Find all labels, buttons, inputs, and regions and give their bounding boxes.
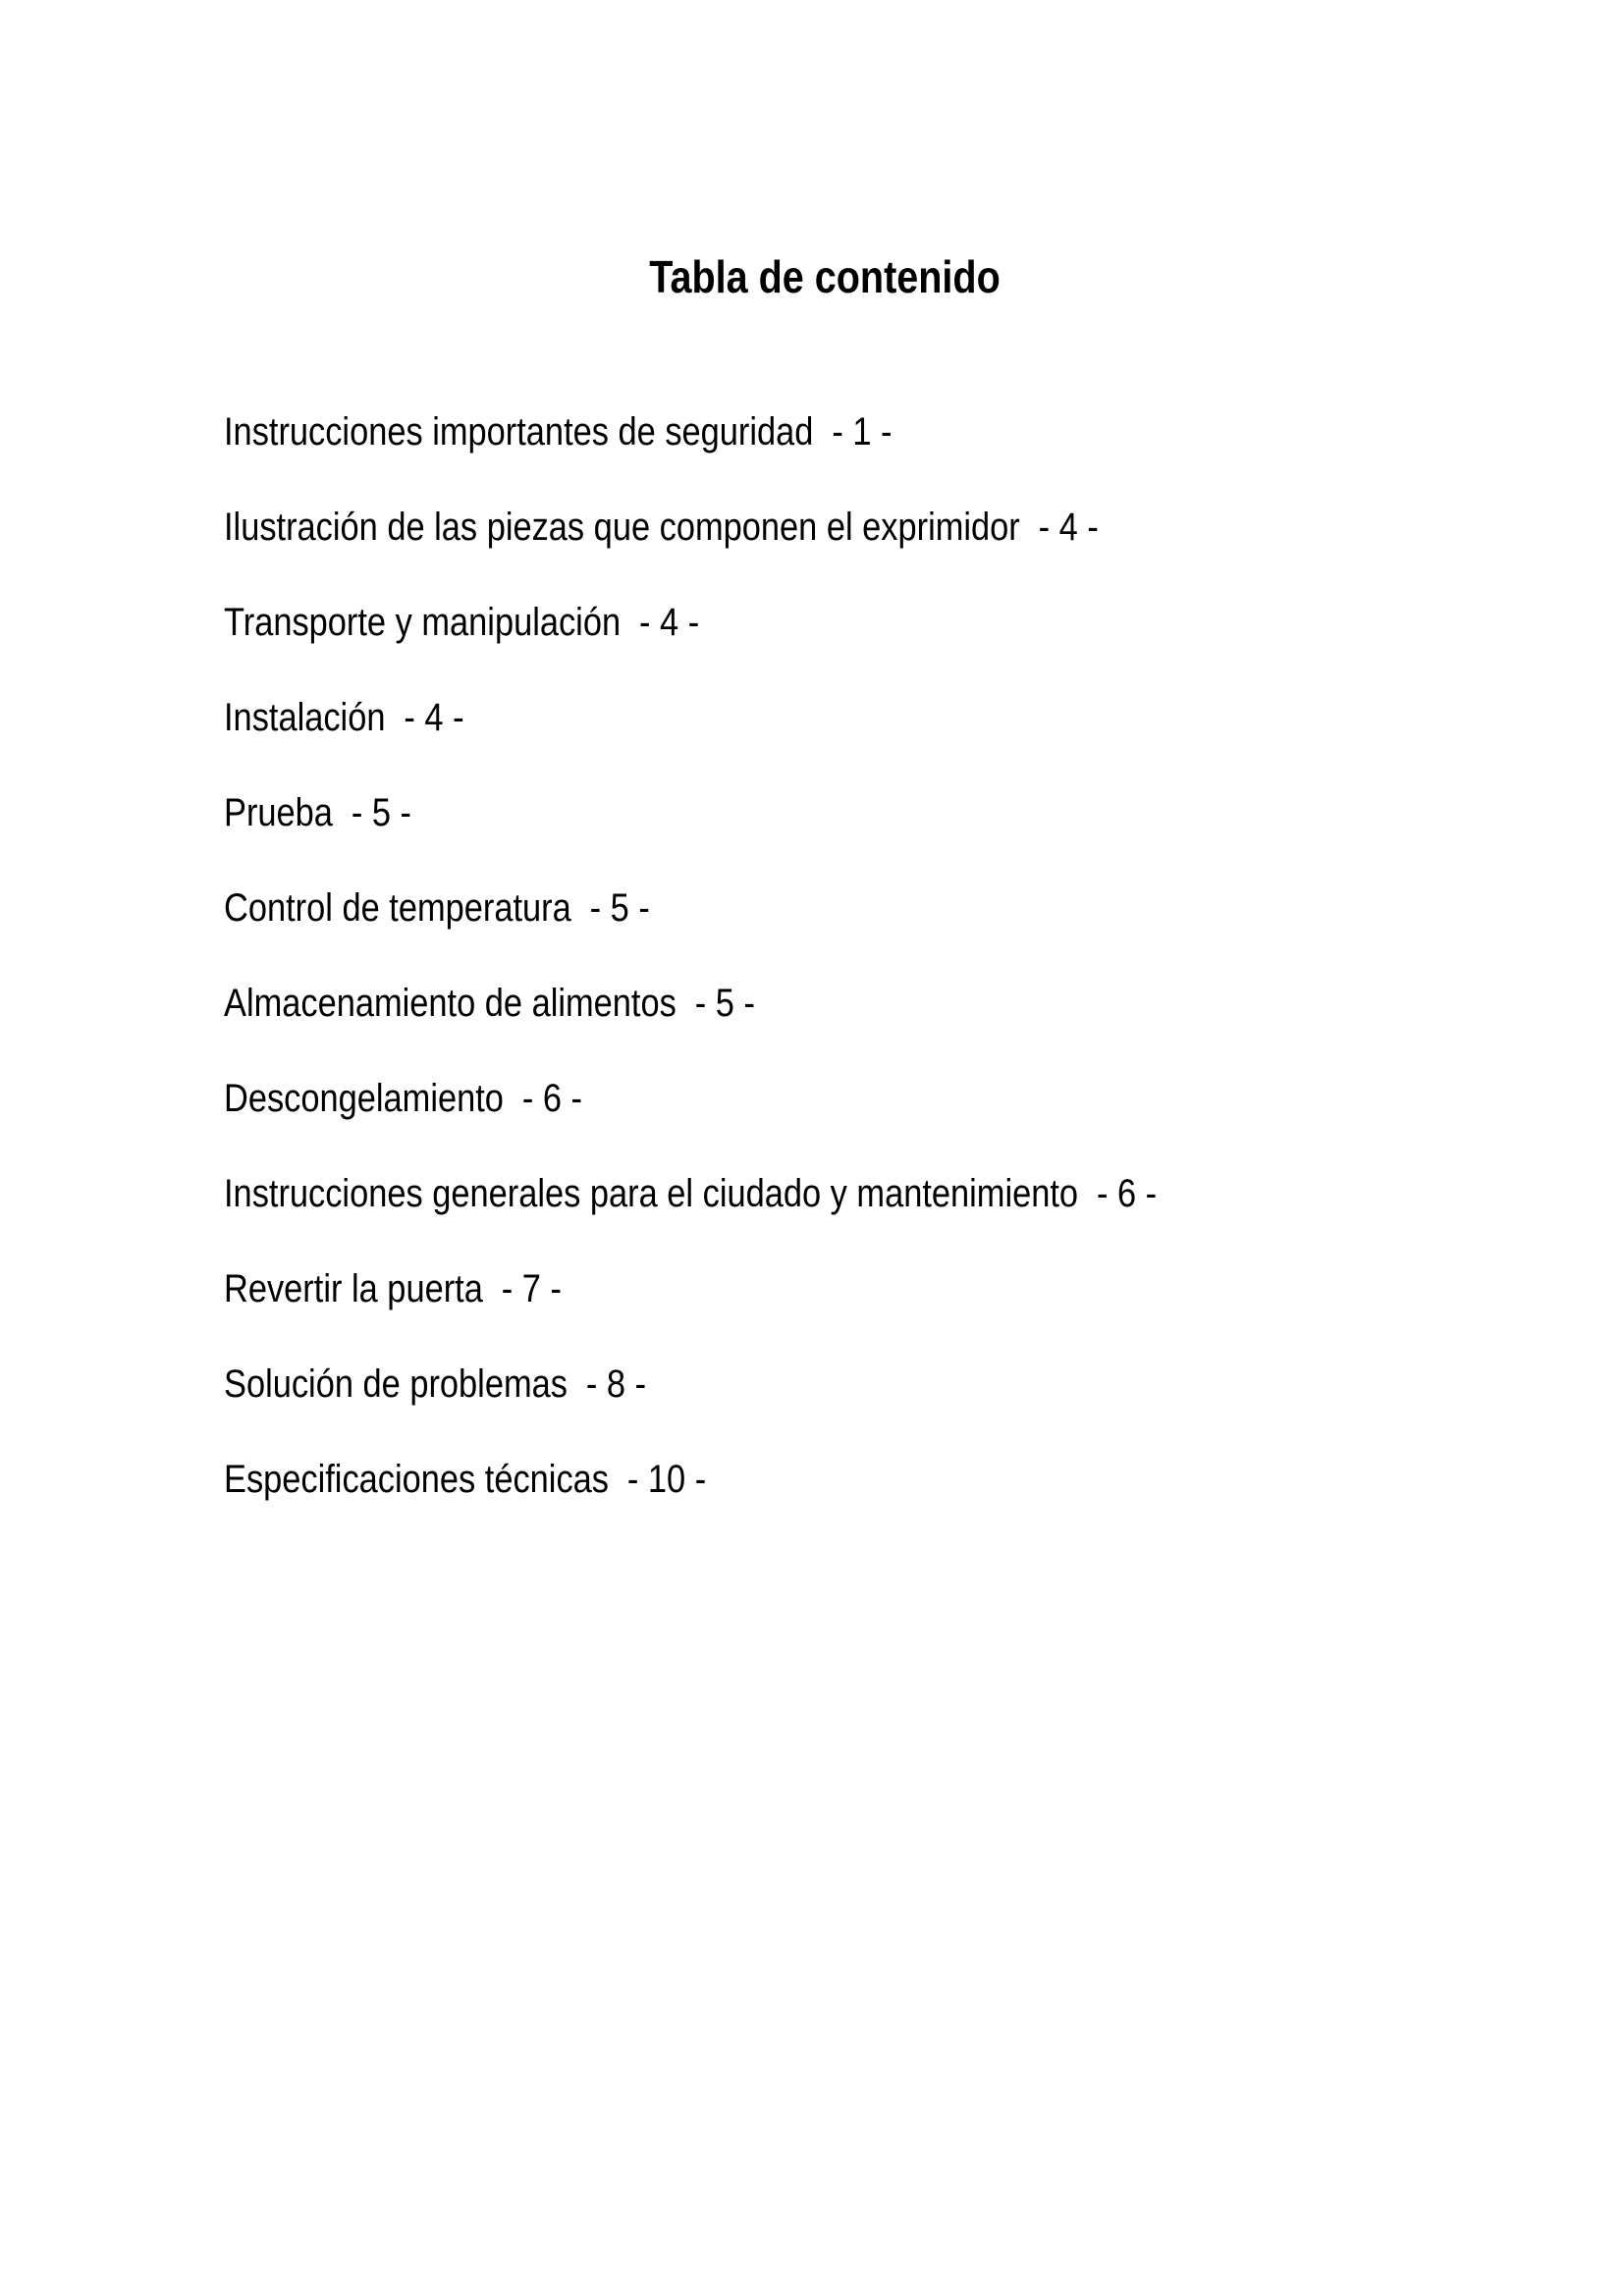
toc-entry-page: - 1 - bbox=[832, 410, 893, 454]
toc-entry-label: Control de temperatura bbox=[224, 886, 571, 930]
toc-entry-label: Prueba bbox=[224, 791, 333, 834]
toc-entry[interactable] bbox=[224, 1259, 1157, 1355]
toc-entry-page: - 4 - bbox=[404, 696, 464, 739]
toc-entry-page: - 7 - bbox=[501, 1267, 562, 1310]
toc-entry-page: - 5 - bbox=[694, 982, 755, 1025]
toc-entry[interactable] bbox=[224, 1355, 1157, 1450]
toc-entry-label: Revertir la puerta bbox=[224, 1267, 483, 1310]
toc-entry-page: - 4 - bbox=[639, 601, 700, 644]
toc-entry[interactable] bbox=[224, 402, 1157, 498]
table-of-contents bbox=[224, 402, 1309, 1545]
toc-entry-page: - 5 - bbox=[589, 886, 650, 930]
toc-entry-page: - 5 - bbox=[351, 791, 412, 834]
toc-entry-label: Instrucciones importantes de seguridad bbox=[224, 410, 814, 454]
toc-entry[interactable] bbox=[224, 498, 1157, 593]
toc-entry-label: Instalación bbox=[224, 696, 386, 739]
toc-entry[interactable] bbox=[224, 1069, 1157, 1164]
toc-entry-page: - 8 - bbox=[585, 1362, 647, 1406]
toc-entry[interactable] bbox=[224, 974, 1157, 1069]
toc-entry[interactable] bbox=[224, 783, 1157, 879]
toc-entry-label: Especificaciones técnicas bbox=[224, 1458, 609, 1501]
page-title: Tabla de contenido bbox=[649, 251, 1001, 302]
toc-entry-page: - 10 - bbox=[626, 1458, 707, 1501]
toc-entry-page: - 6 - bbox=[521, 1077, 583, 1120]
toc-entry[interactable] bbox=[224, 593, 1157, 688]
toc-entry[interactable] bbox=[224, 879, 1157, 974]
toc-entry[interactable] bbox=[224, 688, 1157, 783]
toc-entry-page: - 6 - bbox=[1096, 1172, 1158, 1215]
toc-entry-label: Descongelamiento bbox=[224, 1077, 504, 1120]
toc-entry-page: - 4 - bbox=[1038, 506, 1099, 549]
toc-entry[interactable] bbox=[224, 1164, 1157, 1259]
toc-entry-label: Solución de problemas bbox=[224, 1362, 568, 1406]
toc-entry-label: Instrucciones generales para el ciudado y mantenimiento bbox=[224, 1172, 1079, 1215]
toc-entry-label: Ilustración de las piezas que componen el exprimidor bbox=[224, 506, 1020, 549]
toc-entry-label: Almacenamiento de alimentos bbox=[224, 982, 677, 1025]
toc-entry[interactable] bbox=[224, 1450, 1157, 1545]
toc-entry-label: Transporte y manipulación bbox=[224, 601, 622, 644]
